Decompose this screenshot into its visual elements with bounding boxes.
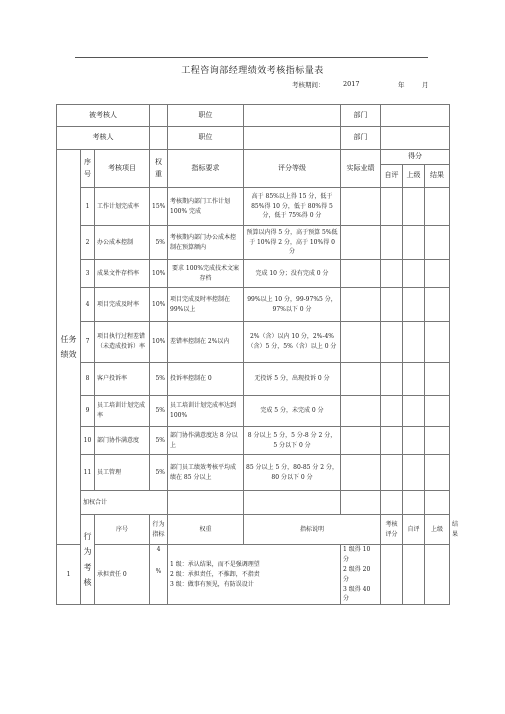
weighted-total-result[interactable] xyxy=(425,491,450,515)
row-result[interactable] xyxy=(425,396,450,427)
table-row xyxy=(57,363,450,396)
behavior-score-level-1: 1 级得 10 分 xyxy=(343,546,371,563)
row-superior[interactable] xyxy=(403,455,425,491)
col-actual: 实际业绩 xyxy=(341,150,381,188)
row-result[interactable] xyxy=(425,363,450,396)
behavior-row-description xyxy=(168,545,341,605)
row-item: 成果文件存档率 xyxy=(95,260,150,288)
row-grade: 预算以内得 5 分，高于预算 5%低于 10%得 2 分，高于 10%得 0 分 xyxy=(244,226,341,260)
col-item: 考核项目 xyxy=(95,150,150,188)
row-no: 4 xyxy=(81,288,95,322)
weighted-total-self[interactable] xyxy=(381,491,403,515)
row-grade: 高于 85%以上得 15 分，低于 85%得 10 分，低于 80%得 5 分，低于 75%得 0 分 xyxy=(244,188,341,226)
row-actual[interactable] xyxy=(341,427,381,455)
row-actual[interactable] xyxy=(341,226,381,260)
table-row xyxy=(57,396,450,427)
row-requirement: 投诉率控制在 0 xyxy=(168,363,244,396)
row-weight: 5% xyxy=(150,396,168,427)
row-grade: 2%（含）以内 10 分，2%-4%（含）5 分，5%（含）以上 0 分 xyxy=(244,322,341,363)
behavior-row xyxy=(57,545,450,605)
row-requirement: 项目完成及时率控制在 99%以上 xyxy=(168,288,244,322)
weighted-total-actual[interactable] xyxy=(341,491,381,515)
behavior-row-no: 1 xyxy=(57,545,81,605)
assessor-value[interactable] xyxy=(150,127,168,150)
row-weight: 5% xyxy=(150,427,168,455)
row-superior[interactable] xyxy=(403,226,425,260)
row-no: 2 xyxy=(81,226,95,260)
row-actual[interactable] xyxy=(341,288,381,322)
behavior-desc-level-2: 2 级：承担责任，不推卸，不指责 xyxy=(170,570,260,578)
row-self[interactable] xyxy=(381,226,403,260)
row-grade: 8 分以上 5 分，5 分-8 分 2 分，5 分以下 0 分 xyxy=(244,427,341,455)
header-rule xyxy=(75,57,428,58)
table-row xyxy=(57,455,450,491)
behavior-row-result[interactable] xyxy=(425,545,450,605)
row-no: 9 xyxy=(81,396,95,427)
row-result[interactable] xyxy=(425,288,450,322)
behavior-row-grading xyxy=(341,545,381,605)
behavior-col-indicator: 行为指标 xyxy=(150,515,168,545)
position-label-1: 职位 xyxy=(168,105,244,127)
behavior-section-label: 行为考核 xyxy=(81,515,95,605)
department-value-1[interactable] xyxy=(381,105,450,127)
position-label-2: 职位 xyxy=(168,127,244,150)
behavior-row-indicator: 承担责任 0 xyxy=(95,545,150,605)
row-no: 8 xyxy=(81,363,95,396)
row-weight: 10% xyxy=(150,288,168,322)
col-result: 结果 xyxy=(425,165,450,188)
row-grade: 完成 5 分，未完成 0 分 xyxy=(244,396,341,427)
position-value-2[interactable] xyxy=(244,127,341,150)
behavior-score-level-2: 2 级得 20 分 xyxy=(343,565,371,583)
row-superior[interactable] xyxy=(403,427,425,455)
row-no: 11 xyxy=(81,455,95,491)
row-actual[interactable] xyxy=(341,260,381,288)
row-result[interactable] xyxy=(425,226,450,260)
behavior-desc-level-3: 3 级：做事有预见，有防误设计 xyxy=(170,580,254,588)
assessee-value[interactable] xyxy=(150,105,168,127)
row-requirement: 员工培训计划完成率达到 100% xyxy=(168,396,244,427)
row-grade: 无投诉 5 分，出现投诉 0 分 xyxy=(244,363,341,396)
page-title: 工程咨询部经理绩效考核指标量表 xyxy=(181,66,324,76)
behavior-col-weight: 权重 xyxy=(168,515,244,545)
row-self[interactable] xyxy=(381,396,403,427)
row-self[interactable] xyxy=(381,363,403,396)
row-result[interactable] xyxy=(425,188,450,226)
row-grade: 99%以上 10 分，99-97%5 分，97%以下 0 分 xyxy=(244,288,341,322)
row-self[interactable] xyxy=(381,455,403,491)
table-row xyxy=(57,226,450,260)
assessment-table xyxy=(56,104,459,605)
row-self[interactable] xyxy=(381,260,403,288)
row-requirement: 考核期内部门工作计划100% 完成 xyxy=(168,188,244,226)
assessee-row xyxy=(57,105,450,127)
row-self[interactable] xyxy=(381,322,403,363)
row-item: 工作计划完成率 xyxy=(95,188,150,226)
row-superior[interactable] xyxy=(403,363,425,396)
row-weight: 10% xyxy=(150,322,168,363)
row-item: 部门协作满意度 xyxy=(95,427,150,455)
row-item: 项目完成及时率 xyxy=(95,288,150,322)
behavior-weight-bottom: % xyxy=(155,567,162,575)
row-result[interactable] xyxy=(425,427,450,455)
row-superior[interactable] xyxy=(403,288,425,322)
behavior-col-self: 自评 xyxy=(403,515,425,545)
weighted-total-req[interactable] xyxy=(168,491,244,515)
row-result[interactable] xyxy=(425,322,450,363)
behavior-col-grading: 考核评分 xyxy=(381,515,403,545)
weighted-total-superior[interactable] xyxy=(403,491,425,515)
row-no: 7 xyxy=(81,322,95,363)
row-item: 项目执行过程差错（未造成投诉）率 xyxy=(95,322,150,363)
behavior-row-self[interactable] xyxy=(381,545,403,605)
behavior-header-row: 行为考核 序号 行为指标 权重 指标说明 考核评分 自评 上级 结果 xyxy=(57,515,450,545)
department-label-1: 部门 xyxy=(341,105,381,127)
weighted-total-grade[interactable] xyxy=(244,491,341,515)
row-requirement: 部门协作满意度达 8 分以上 xyxy=(168,427,244,455)
row-requirement: 要求 100%完成技术文案存档 xyxy=(168,260,244,288)
table-row xyxy=(57,288,450,322)
col-requirement: 指标要求 xyxy=(168,150,244,188)
behavior-col-superior: 上级 xyxy=(425,515,450,545)
assessor-label: 考核人 xyxy=(57,127,150,150)
row-self[interactable] xyxy=(381,427,403,455)
row-requirement: 部门员工绩效考核平均成绩在 85 分以上 xyxy=(168,455,244,491)
department-value-2[interactable] xyxy=(381,127,450,150)
row-weight: 10% xyxy=(150,260,168,288)
row-no: 1 xyxy=(81,188,95,226)
row-self[interactable] xyxy=(381,188,403,226)
row-actual[interactable] xyxy=(341,188,381,226)
behavior-col-description: 指标说明 xyxy=(244,515,381,545)
col-seq: 序号 xyxy=(81,150,95,188)
row-item: 员工培训计划完成率 xyxy=(95,396,150,427)
row-superior[interactable] xyxy=(403,396,425,427)
row-self[interactable] xyxy=(381,288,403,322)
col-grade: 评分等级 xyxy=(244,150,341,188)
row-requirement: 考核期内部门办公成本控制在预算额内 xyxy=(168,226,244,260)
period-label: 考核期间： xyxy=(292,81,325,89)
behavior-col-seq: 序号 xyxy=(95,515,150,545)
assessee-label: 被考核人 xyxy=(57,105,150,127)
row-actual[interactable] xyxy=(341,396,381,427)
task-section-label: 任务绩效 xyxy=(57,150,81,545)
period-year: 2017 xyxy=(343,80,360,88)
row-result[interactable] xyxy=(425,455,450,491)
table-row xyxy=(57,260,450,288)
position-value-1[interactable] xyxy=(244,105,341,127)
row-weight: 15% xyxy=(150,188,168,226)
col-score: 得分 xyxy=(381,150,450,165)
weighted-total-row xyxy=(57,491,450,515)
row-no: 3 xyxy=(81,260,95,288)
table-row xyxy=(57,427,450,455)
table-row xyxy=(57,188,450,226)
weighted-total-label: 加权合计 xyxy=(81,491,168,515)
period-year-unit: 年 xyxy=(398,81,405,89)
row-superior[interactable] xyxy=(403,322,425,363)
row-weight: 5% xyxy=(150,226,168,260)
row-requirement: 差错率控制在 2%以内 xyxy=(168,322,244,363)
row-superior[interactable] xyxy=(403,260,425,288)
behavior-weight-top: 4 xyxy=(156,546,161,553)
behavior-score-level-3: 3 级得 40 分 xyxy=(343,585,371,603)
row-superior[interactable] xyxy=(403,188,425,226)
row-weight: 5% xyxy=(150,455,168,491)
column-header-row xyxy=(57,150,450,165)
behavior-row-superior[interactable] xyxy=(403,545,425,605)
col-superior: 上级 xyxy=(403,165,425,188)
row-item: 客户投诉率 xyxy=(95,363,150,396)
row-grade: 完成 10 分；没有完成 0 分 xyxy=(244,260,341,288)
behavior-row-weight xyxy=(150,545,168,605)
period-month-unit: 月 xyxy=(422,81,429,89)
col-weight: 权重 xyxy=(150,150,168,188)
row-no: 10 xyxy=(81,427,95,455)
behavior-desc-level-1: 1 级：承认结果，而不是强调理望 xyxy=(170,560,260,568)
row-actual[interactable] xyxy=(341,363,381,396)
row-weight: 5% xyxy=(150,363,168,396)
department-label-2: 部门 xyxy=(341,127,381,150)
row-item: 办公成本控制 xyxy=(95,226,150,260)
row-actual[interactable] xyxy=(341,322,381,363)
row-result[interactable] xyxy=(425,260,450,288)
col-self: 自评 xyxy=(381,165,403,188)
row-item: 员工管理 xyxy=(95,455,150,491)
row-actual[interactable] xyxy=(341,455,381,491)
assessor-row xyxy=(57,127,450,150)
table-row xyxy=(57,322,450,363)
row-grade: 85 分以上 5 分，80-85 分 2 分，80 分以下 0 分 xyxy=(244,455,341,491)
